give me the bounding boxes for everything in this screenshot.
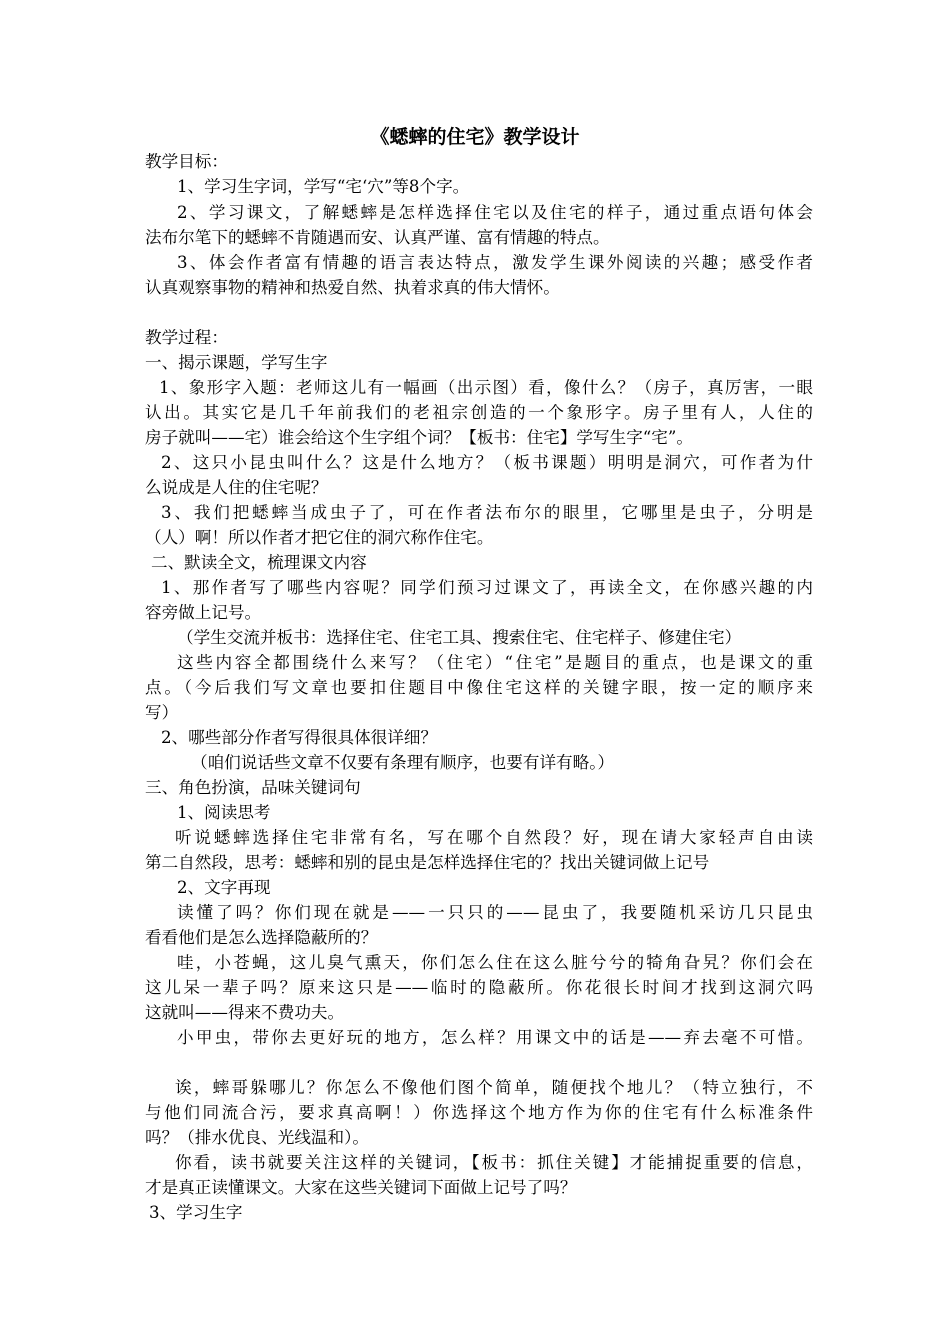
paragraph-line: 房子就叫——宅）谁会给这个生字组个词？【板书：住宅】学写生字“宅”。: [145, 428, 693, 447]
paragraph-line: 容旁做上记号。: [145, 603, 262, 622]
subsection-heading: 3、学习生字: [149, 1203, 243, 1222]
document-title: 《蟋蟀的住宅》教学设计: [370, 126, 580, 148]
section-heading-objectives: 教学目标：: [145, 152, 228, 171]
subsection-heading: 2、文字再现: [177, 878, 271, 897]
paragraph-line: 1、象形字入题：老师这儿有一幅画（出示图）看，像什么？（房子，真厉害，一眼: [159, 378, 813, 397]
paragraph-line: 3、我们把蟋蟀当成虫子了，可在作者法布尔的眼里，它哪里是虫子，分明是: [161, 503, 813, 522]
objective-2-line-1: 2、学习课文，了解蟋蟀是怎样选择住宅以及住宅的样子，通过重点语句体会: [177, 203, 813, 222]
paragraph-line: 吗？（排水优良、光线温和）。: [145, 1128, 370, 1147]
paragraph-line: 1、那作者写了哪些内容呢？同学们预习过课文了，再读全文，在你感兴趣的内: [161, 578, 813, 597]
paragraph-line: 看看他们是怎么选择隐蔽所的？: [145, 928, 378, 947]
paragraph-line: 读懂了吗？你们现在就是——一只只的——昆虫了，我要随机采访几只昆虫: [177, 903, 813, 922]
section-3-heading: 三、角色扮演，品味关键词句: [145, 778, 361, 797]
section-2-heading: 二、默读全文，梳理课文内容: [151, 553, 367, 572]
paragraph-line: 写）: [145, 703, 179, 722]
paragraph-line: 才是真正读懂课文。大家在这些关键词下面做上记号了吗？: [145, 1178, 577, 1197]
paragraph-line: （咱们说话些文章不仅要有条理有顺序，也要有详有略。）: [191, 753, 615, 772]
objective-2-line-2: 法布尔笔下的蟋蟀不肯随遇而安、认真严谨、富有情趣的特点。: [145, 228, 610, 247]
paragraph-line: 你看，读书就要关注这样的关键词，【板书：抓住关键】才能捕捉重要的信息，: [175, 1153, 813, 1172]
paragraph-line: 2、这只小昆虫叫什么？这是什么地方？（板书课题）明明是洞穴，可作者为什: [161, 453, 813, 472]
paragraph-line: 认出。其实它是几千年前我们的老祖宗创造的一个象形字。房子里有人，人住的: [145, 403, 813, 422]
paragraph-line: 诶，蟀哥躲哪儿？你怎么不像他们图个简单，随便找个地儿？（特立独行，不: [175, 1078, 813, 1097]
paragraph-line: 第二自然段，思考：蟋蟀和别的昆虫是怎样选择住宅的？找出关键词做上记号: [145, 853, 710, 872]
paragraph-line: 小甲虫，带你去更好玩的地方，怎么样？用课文中的话是——弃去毫不可惜。: [177, 1028, 813, 1047]
section-1-heading: 一、揭示课题，学写生字: [145, 353, 328, 372]
objective-1: 1、学习生字词，学写“宅‘穴”等8个字。: [177, 177, 470, 196]
paragraph-line: （学生交流并板书：选择住宅、住宅工具、搜索住宅、住宅样子、修建住宅）: [177, 628, 742, 647]
paragraph-line: 与他们同流合污，要求真高啊！）你选择这个地方作为你的住宅有什么标准条件: [145, 1103, 813, 1122]
paragraph-line: 听说蟋蟀选择住宅非常有名，写在哪个自然段？好，现在请大家轻声自由读: [175, 828, 813, 847]
paragraph-line: 这就叫——得来不费功夫。: [145, 1003, 345, 1022]
paragraph-line: （人）啊！所以作者才把它住的洞穴称作住宅。: [145, 528, 494, 547]
paragraph-line: 2、哪些部分作者写得很具体很详细？: [161, 728, 438, 747]
paragraph-line: 哇，小苍蝇，这儿臭气熏天，你们怎么住在这么脏兮兮的犄角旮旯？你们会在: [177, 953, 813, 972]
paragraph-line: 点。（今后我们写文章也要扣住题目中像住宅这样的关键字眼，按一定的顺序来: [145, 678, 813, 697]
paragraph-line: 么说成是人住的住宅呢？: [145, 478, 328, 497]
paragraph-line: 这儿呆一辈子吗？原来这只是——临时的隐蔽所。你花很长时间才找到这洞穴吗: [145, 978, 813, 997]
subsection-heading: 1、阅读思考: [177, 803, 271, 822]
section-heading-process: 教学过程：: [145, 328, 228, 347]
paragraph-line: 这些内容全都围绕什么来写？（住宅）“住宅”是题目的重点，也是课文的重: [177, 653, 813, 672]
objective-3-line-2: 认真观察事物的精神和热爱自然、执着求真的伟大情怀。: [145, 278, 560, 297]
objective-3-line-1: 3、体会作者富有情趣的语言表达特点，激发学生课外阅读的兴趣；感受作者: [177, 253, 813, 272]
